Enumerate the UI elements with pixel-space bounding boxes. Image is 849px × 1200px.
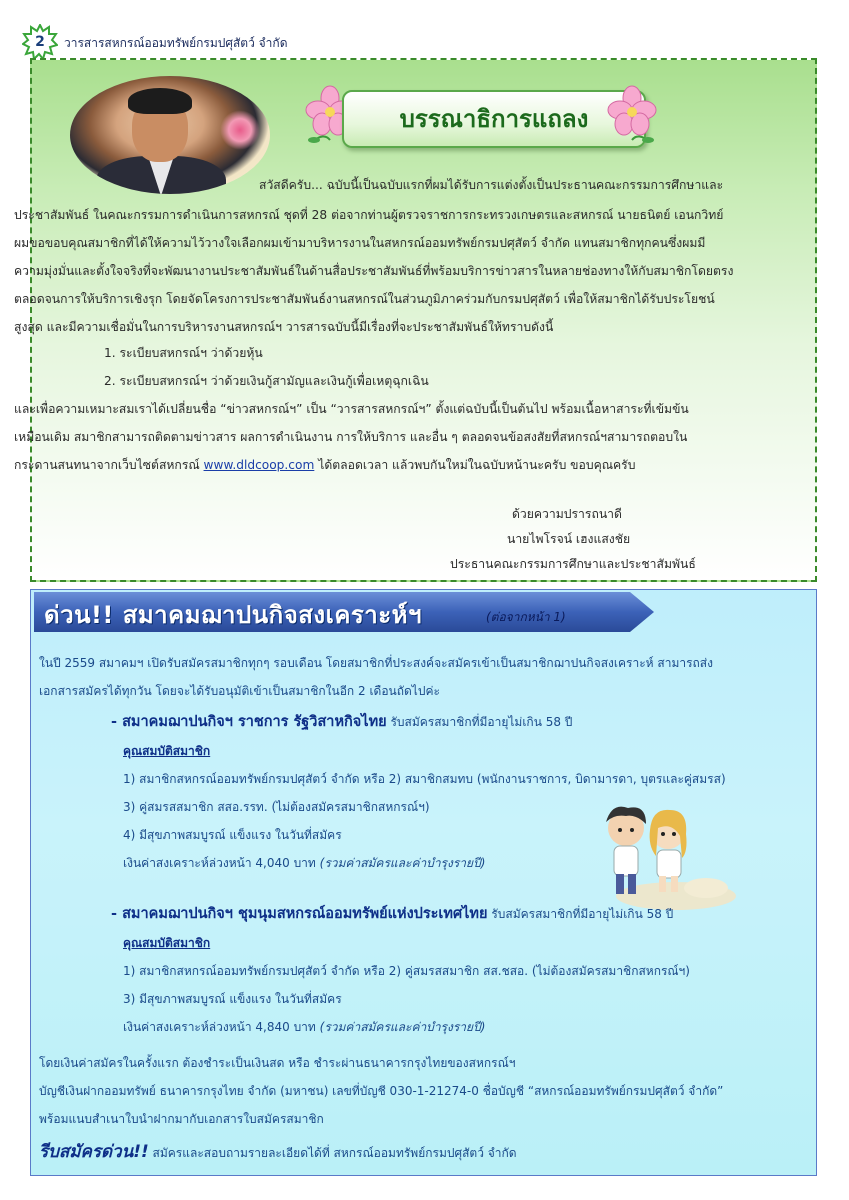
urgent-section: [30, 589, 817, 1176]
qualification-item: 1) สมาชิกสหกรณ์ออมทรัพย์กรมปศุสัตว์ จำกัด หรือ 2) คู่สมรสสมาชิก สส.ชสอ. (ไม่ต้องสมัครสมาชิกสหกรณ์ฯ): [123, 964, 690, 978]
journal-name: วารสารสหกรณ์ออมทรัพย์กรมปศุสัตว์ จำกัด: [64, 36, 288, 50]
editorial-list-item: 2. ระเบียบสหกรณ์ฯ ว่าด้วยเงินกู้สามัญและเงินกู้เพื่อเหตุฉุกเฉิน: [104, 374, 429, 388]
signature-closing: ด้วยความปรารถนาดี: [512, 507, 622, 521]
final-call: รีบสมัครด่วน!! สมัครและสอบถามรายละเอียดได้ที่ สหกรณ์ออมทรัพย์กรมปศุสัตว์ จำกัด: [39, 1142, 517, 1162]
continued-note: (ต่อจากหน้า 1): [486, 610, 566, 624]
website-link[interactable]: www.dldcoop.com: [203, 458, 315, 472]
qualification-item: 1) สมาชิกสหกรณ์ออมทรัพย์กรมปศุสัตว์ จำกัด หรือ 2) สมาชิกสมทบ (พนักงานราชการ, บิดามารดา, บุตรและคู่สมรส): [123, 772, 726, 786]
editorial-paragraph-line: ความมุ่งมั่นและตั้งใจจริงที่จะพัฒนางานประชาสัมพันธ์ในด้านสื่อประชาสัมพันธ์ที่พร้อมบริการข่าวสารในหลายช่องทางให้กับสมาชิกโดยตรง: [14, 264, 734, 278]
editorial-paragraph-line: เหมือนเดิม สมาชิกสามารถติดตามข่าวสาร ผลการดำเนินงาน การให้บริการ และอื่น ๆ ตลอดจนข้อสงสัยที่สหกรณ์ฯสามารถตอบใน: [14, 430, 688, 444]
fee-line: เงินค่าสงเคราะห์ล่วงหน้า 4,840 บาท (รวมค่าสมัครและค่าบำรุงรายปี): [123, 1020, 486, 1034]
qualification-heading: คุณสมบัติสมาชิก: [123, 744, 211, 758]
editorial-paragraph-line: สวัสดีครับ... ฉบับนี้เป็นฉบับแรกที่ผมได้รับการแต่งตั้งเป็นประธานคณะกรรมการศึกษาและ: [259, 178, 724, 192]
editorial-paragraph-line: สูงสุด และมีความเชื่อมั่นในการบริหารงานสหกรณ์ฯ วารสารฉบับนี้มีเรื่องที่จะประชาสัมพันธ์ให้ทราบดังนี้: [14, 320, 554, 334]
editorial-paragraph-line: ประชาสัมพันธ์ ในคณะกรรมการดำเนินการสหกรณ์ ชุดที่ 28 ต่อจากท่านผู้ตรวจราชการกระทรวงเกษตรและสหกรณ์ นายธนิตย์ เอนกวิทย์: [14, 208, 724, 222]
page-number-badge: [22, 24, 58, 60]
signature-position: ประธานคณะกรรมการศึกษาและประชาสัมพันธ์: [450, 557, 696, 571]
editorial-section: [14, 58, 817, 582]
payment-line: บัญชีเงินฝากออมทรัพย์ ธนาคารกรุงไทย จำกัด (มหาชน) เลขที่บัญชี 030-1-21274-0 ชื่อบัญชี “สหกรณ์ออมทรัพย์กรมปศุสัตว์ จำกัด”: [39, 1084, 724, 1098]
editorial-paragraph-line: ตลอดจนการให้บริการเชิงรุก โดยจัดโครงการประชาสัมพันธ์งานสหกรณ์ในส่วนภูมิภาคร่วมกับกรมปศุสัตว์ เพื่อให้สมาชิกได้รับประโยชน์: [14, 292, 715, 306]
editorial-paragraph-line: ผมขอขอบคุณสมาชิกที่ได้ให้ความไว้วางใจเลือกผมเข้ามาบริหารงานในสหกรณ์ออมทรัพย์กรมปศุสัตว์ จำกัด แทนสมาชิกทุกคนซึ่งผมมี: [14, 236, 706, 250]
payment-line: โดยเงินค่าสมัครในครั้งแรก ต้องชำระเป็นเงินสด หรือ ชำระผ่านธนาคารกรุงไทยของสหกรณ์ฯ: [39, 1056, 516, 1070]
page-header: [22, 24, 822, 60]
editorial-paragraph-line: กระดานสนทนาจากเว็บไซต์สหกรณ์ www.dldcoop.com ได้ตลอดเวลา แล้วพบกันใหม่ในฉบับหน้านะครับ ขอบคุณครับ: [14, 458, 636, 472]
intro-line: เอกสารสมัครได้ทุกวัน โดยจะได้รับอนุมัติเข้าเป็นสมาชิกในอีก 2 เดือนถัดไปค่ะ: [39, 684, 440, 698]
intro-line: ในปี 2559 สมาคมฯ เปิดรับสมัครสมาชิกทุกๆ รอบเดือน โดยสมาชิกที่ประสงค์จะสมัครเข้าเป็นสมาชิกฌาปนกิจสงเคราะห์ สามารถส่ง: [39, 656, 713, 670]
urgent-title: ด่วน!! สมาคมฌาปนกิจสงเคราะห์ฯ: [44, 601, 422, 629]
editorial-list-item: 1. ระเบียบสหกรณ์ฯ ว่าด้วยหุ้น: [104, 346, 263, 360]
fee-line: เงินค่าสงเคราะห์ล่วงหน้า 4,040 บาท (รวมค่าสมัครและค่าบำรุงรายปี): [123, 856, 486, 870]
payment-line: พร้อมแนบสำเนาใบนำฝากมากับเอกสารใบสมัครสมาชิก: [39, 1112, 324, 1126]
editorial-paragraph-line: และเพื่อความเหมาะสมเราได้เปลี่ยนชื่อ “ข่าวสหกรณ์ฯ” เป็น “วารสารสหกรณ์ฯ” ตั้งแต่ฉบับนี้เป็นต้นไป พร้อมเนื้อหาสาระที่เข้มข้น: [14, 402, 689, 416]
editorial-title: บรรณาธิการแถลง: [399, 105, 589, 133]
qualification-item: 3) คู่สมรสสมาชิก สสอ.รรท. (ไม่ต้องสมัครสมาชิกสหกรณ์ฯ): [123, 800, 430, 814]
page-number: 2: [35, 34, 45, 50]
qualification-item: 4) มีสุขภาพสมบูรณ์ แข็งแรง ในวันที่สมัคร: [123, 828, 342, 842]
cartoon-couple-icon: [586, 800, 736, 912]
urgent-banner: [34, 592, 654, 632]
qualification-heading: คุณสมบัติสมาชิก: [123, 936, 211, 950]
association-2: - สมาคมฌาปนกิจฯ ชุมนุมสหกรณ์ออมทรัพย์แห่งประเทศไทย รับสมัครสมาชิกที่มีอายุไม่เกิน 58 ปี: [111, 906, 674, 922]
association-1: - สมาคมฌาปนกิจฯ ราชการ รัฐวิสาหกิจไทย รับสมัครสมาชิกที่มีอายุไม่เกิน 58 ปี: [111, 714, 573, 730]
signature-name: นายไพโรจน์ เฮงแสงชัย: [507, 532, 631, 546]
qualification-item: 3) มีสุขภาพสมบูรณ์ แข็งแรง ในวันที่สมัคร: [123, 992, 342, 1006]
